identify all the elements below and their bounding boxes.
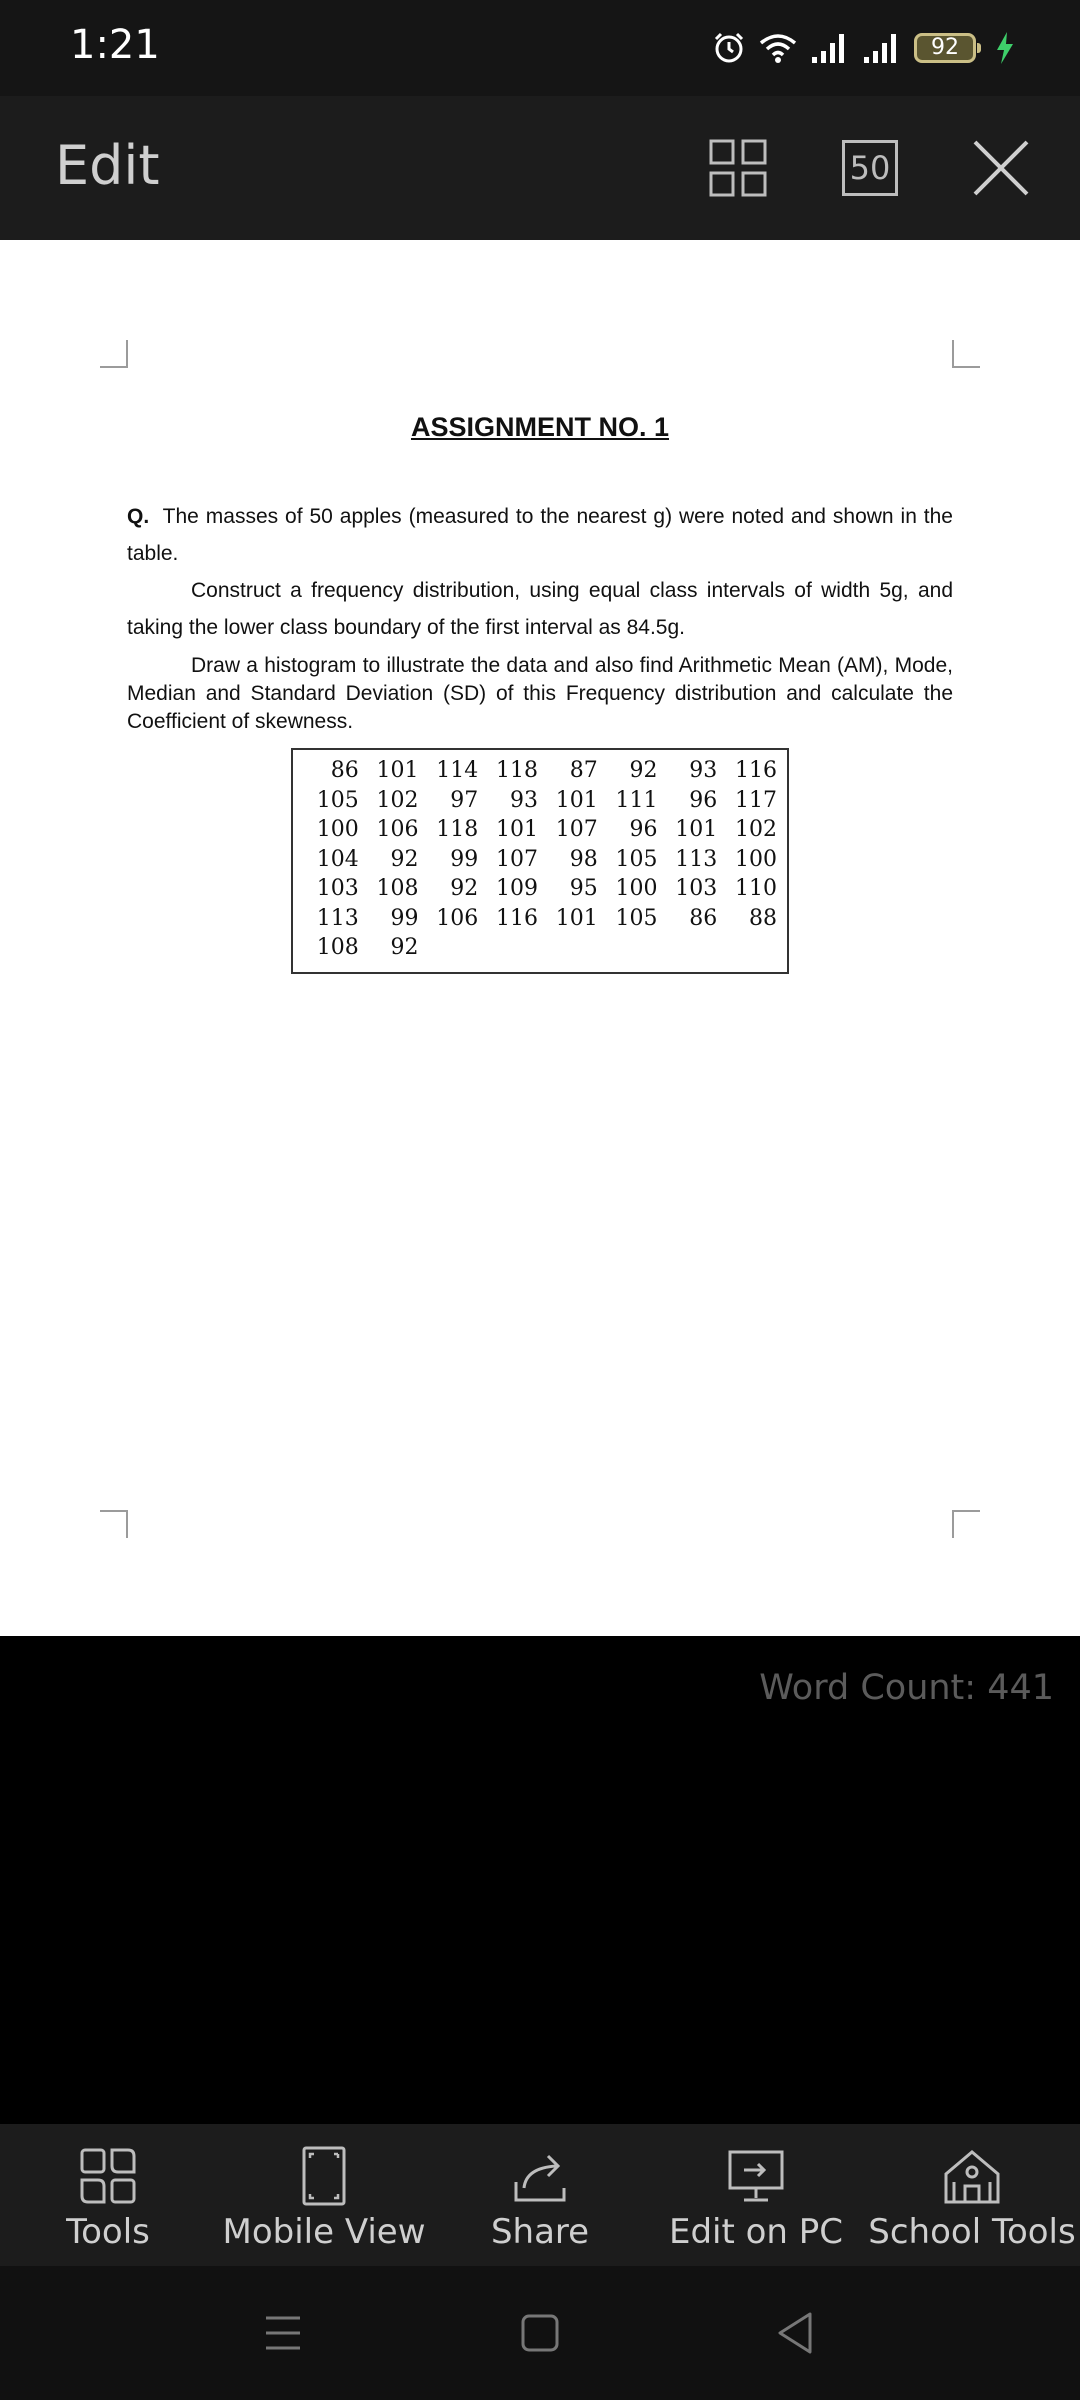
table-cell (542, 933, 602, 963)
canvas-background (0, 1636, 1080, 2124)
question-text: The masses of 50 apples (measured to the nearest g) were noted and shown in the table. (127, 505, 953, 565)
table-cell: 101 (675, 817, 718, 843)
table-cell: 116 (735, 758, 777, 784)
status-time: 1:21 (70, 22, 160, 68)
status-icons (712, 26, 1016, 70)
table-cell: 110 (735, 876, 777, 902)
table-cell: 102 (376, 787, 419, 813)
table-cell: 93 (689, 758, 718, 784)
table-cell: 92 (390, 846, 419, 872)
document-page[interactable] (0, 240, 1080, 1636)
page-count: 50 (842, 140, 898, 196)
table-cell: 100 (735, 846, 777, 872)
table-row (303, 786, 781, 816)
table-cell: 92 (450, 876, 479, 902)
question-label: Q. (127, 505, 150, 528)
grid-view-button[interactable] (706, 136, 770, 200)
table-cell: 116 (496, 905, 538, 931)
instruction-paragraph-2 (127, 652, 953, 736)
tools-label: Tools (66, 2212, 150, 2252)
monitor-icon (724, 2144, 788, 2208)
table-cell: 92 (629, 758, 658, 784)
table-cell: 98 (569, 846, 598, 872)
table-cell: 107 (555, 817, 598, 843)
battery-indicator: 92 (914, 33, 976, 63)
table-cell: 93 (510, 787, 538, 813)
tools-button[interactable] (0, 2124, 216, 2266)
table-cell: 108 (376, 876, 419, 902)
table-cell: 101 (496, 817, 538, 843)
back-icon[interactable] (772, 2308, 822, 2358)
table-cell: 118 (436, 817, 479, 843)
school-icon (940, 2144, 1004, 2208)
table-cell: 109 (496, 876, 538, 902)
table-cell (602, 933, 662, 963)
table-cell (662, 933, 722, 963)
table-row (303, 756, 781, 786)
table-cell: 95 (569, 876, 598, 902)
school-tools-label: School Tools (868, 2212, 1076, 2252)
close-button[interactable] (969, 136, 1033, 200)
grid-icon (708, 138, 768, 198)
edit-on-pc-button[interactable] (648, 2124, 864, 2266)
table-cell: 96 (689, 787, 718, 813)
instruction-text-2: Draw a histogram to illustrate the data and also find Arithmetic Mean (AM), Mode, Median and Standard Deviation (SD) of this Frequency distribution and calculate the Coefficient of skewness. (127, 654, 953, 733)
table-cell: 100 (316, 817, 359, 843)
mobile-view-button[interactable] (216, 2124, 432, 2266)
table-row (303, 845, 781, 875)
table-cell: 113 (316, 905, 359, 931)
table-cell: 86 (689, 905, 718, 931)
share-icon (508, 2144, 572, 2208)
table-cell (482, 933, 542, 963)
table-cell: 99 (450, 846, 479, 872)
tools-icon (76, 2144, 140, 2208)
data-table-box (291, 748, 789, 974)
table-cell: 108 (316, 935, 359, 961)
table-cell: 104 (316, 846, 359, 872)
signal-icon-1 (810, 31, 850, 65)
document-heading: ASSIGNMENT NO. 1 (410, 412, 670, 442)
table-row (303, 904, 781, 934)
edit-on-pc-label: Edit on PC (668, 2212, 844, 2252)
alarm-icon (712, 31, 746, 65)
table-cell: 92 (390, 935, 419, 961)
page-corner-mark (100, 1510, 128, 1538)
table-cell: 86 (330, 758, 359, 784)
table-cell (721, 933, 781, 963)
school-tools-button[interactable] (864, 2124, 1080, 2266)
page-corner-mark (100, 340, 128, 368)
recents-icon[interactable] (258, 2308, 308, 2358)
table-cell: 105 (316, 787, 359, 813)
system-nav-bar (0, 2266, 1080, 2400)
word-count: Word Count: 441 (759, 1668, 1054, 1708)
page-corner-mark (952, 340, 980, 368)
edit-title[interactable]: Edit (55, 134, 160, 197)
bottom-toolbar (0, 2124, 1080, 2266)
page-corner-mark (952, 1510, 980, 1538)
table-row (303, 815, 781, 845)
table-cell: 111 (615, 787, 658, 813)
instruction-text-1: Construct a frequency distribution, using equal class intervals of width 5g, and taking the lower class boundary of the first interval as 84.5g. (127, 579, 953, 639)
table-cell: 101 (376, 758, 419, 784)
page-count-button[interactable] (838, 136, 902, 200)
table-cell: 101 (555, 905, 598, 931)
share-label: Share (490, 2212, 590, 2252)
table-cell: 101 (555, 787, 598, 813)
status-bar (0, 0, 1080, 96)
table-cell: 99 (390, 905, 419, 931)
table-cell: 105 (615, 846, 658, 872)
share-button[interactable] (432, 2124, 648, 2266)
table-cell: 103 (316, 876, 359, 902)
table-cell: 88 (749, 905, 777, 931)
table-row (303, 933, 781, 963)
mobile-view-label: Mobile View (222, 2212, 426, 2252)
data-table (303, 756, 781, 963)
table-cell (423, 933, 483, 963)
table-cell: 106 (376, 817, 419, 843)
instruction-paragraph-1 (127, 572, 953, 646)
mobile-view-icon (292, 2144, 356, 2208)
signal-icon-2 (862, 31, 902, 65)
question-paragraph (127, 498, 953, 572)
table-cell: 87 (569, 758, 598, 784)
table-cell: 96 (629, 817, 658, 843)
charging-icon (994, 31, 1016, 65)
table-row (303, 874, 781, 904)
close-icon (972, 139, 1030, 197)
wifi-icon (758, 31, 798, 65)
table-cell: 105 (615, 905, 658, 931)
app-bar (0, 96, 1080, 240)
table-cell: 102 (735, 817, 777, 843)
table-cell: 118 (496, 758, 538, 784)
table-cell: 103 (675, 876, 718, 902)
table-cell: 113 (675, 846, 718, 872)
table-cell: 97 (450, 787, 479, 813)
home-icon[interactable] (515, 2308, 565, 2358)
table-cell: 106 (436, 905, 479, 931)
table-cell: 117 (735, 787, 777, 813)
table-cell: 114 (436, 758, 479, 784)
table-cell: 100 (615, 876, 658, 902)
table-cell: 107 (496, 846, 538, 872)
